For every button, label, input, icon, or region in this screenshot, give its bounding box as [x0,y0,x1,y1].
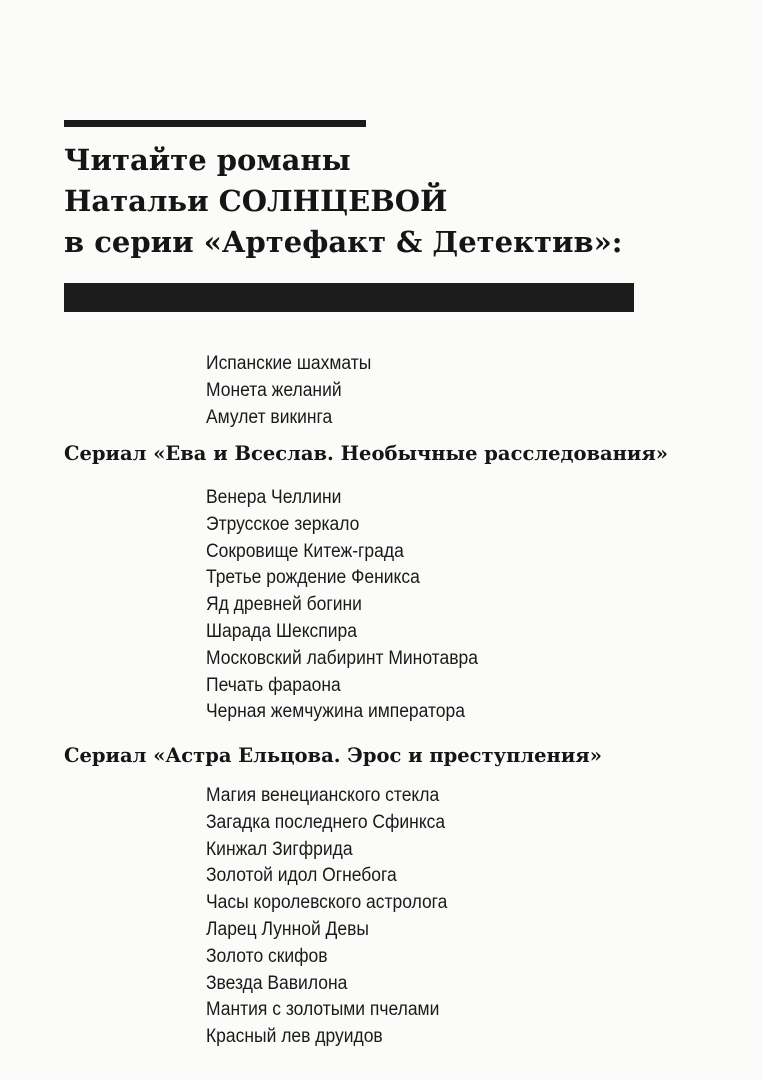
book-title: Московский лабиринт Минотавра [206,647,478,669]
book-title: Загадка последнего Сфинкса [206,811,446,833]
book-title: Сокровище Китеж-града [206,540,404,562]
book-title: Черная жемчужина императора [206,701,465,723]
heading-line: Читайте романы [64,143,351,177]
heading-thick-rule [64,283,634,312]
page-heading [64,140,684,263]
book-title: Золотой идол Огнебога [206,865,397,887]
book-title: Ларец Лунной Девы [206,918,369,940]
heading-line: Натальи СОЛНЦЕВОЙ [64,184,448,218]
book-title: Амулет викинга [206,406,333,428]
book-title: Испанские шахматы [206,353,372,374]
book-title: Часы королевского астролога [206,892,448,914]
book-title: Монета желаний [206,379,342,401]
book-title: Золото скифов [206,945,328,967]
book-title: Кинжал Зигфрида [206,838,353,860]
top-thin-rule [64,120,366,127]
book-title: Звезда Вавилона [206,972,348,994]
book-title: Печать фараона [206,674,341,696]
book-title: Яд древней богини [206,594,362,616]
series-title-eva-vseslav: Сериал «Ева и Всеслав. Необычные расследования» [64,442,668,465]
series-eva-vseslav-book-list [206,485,502,726]
book-title: Мантия с золотыми пчелами [206,999,440,1021]
book-title: Третье рождение Феникса [206,567,420,589]
book-title: Магия венецианского стекла [206,785,440,806]
book-title: Венера Челлини [206,487,342,508]
standalone-book-list [206,351,386,431]
series-astra-eltsova-book-list [206,783,468,1051]
series-title-astra-eltsova: Сериал «Астра Ельцова. Эрос и преступления» [64,744,602,767]
book-title: Шарада Шекспира [206,620,357,642]
book-title: Этрусское зеркало [206,513,360,535]
book-title: Красный лев друидов [206,1026,383,1048]
heading-line: в серии «Артефакт & Детектив»: [64,225,623,259]
